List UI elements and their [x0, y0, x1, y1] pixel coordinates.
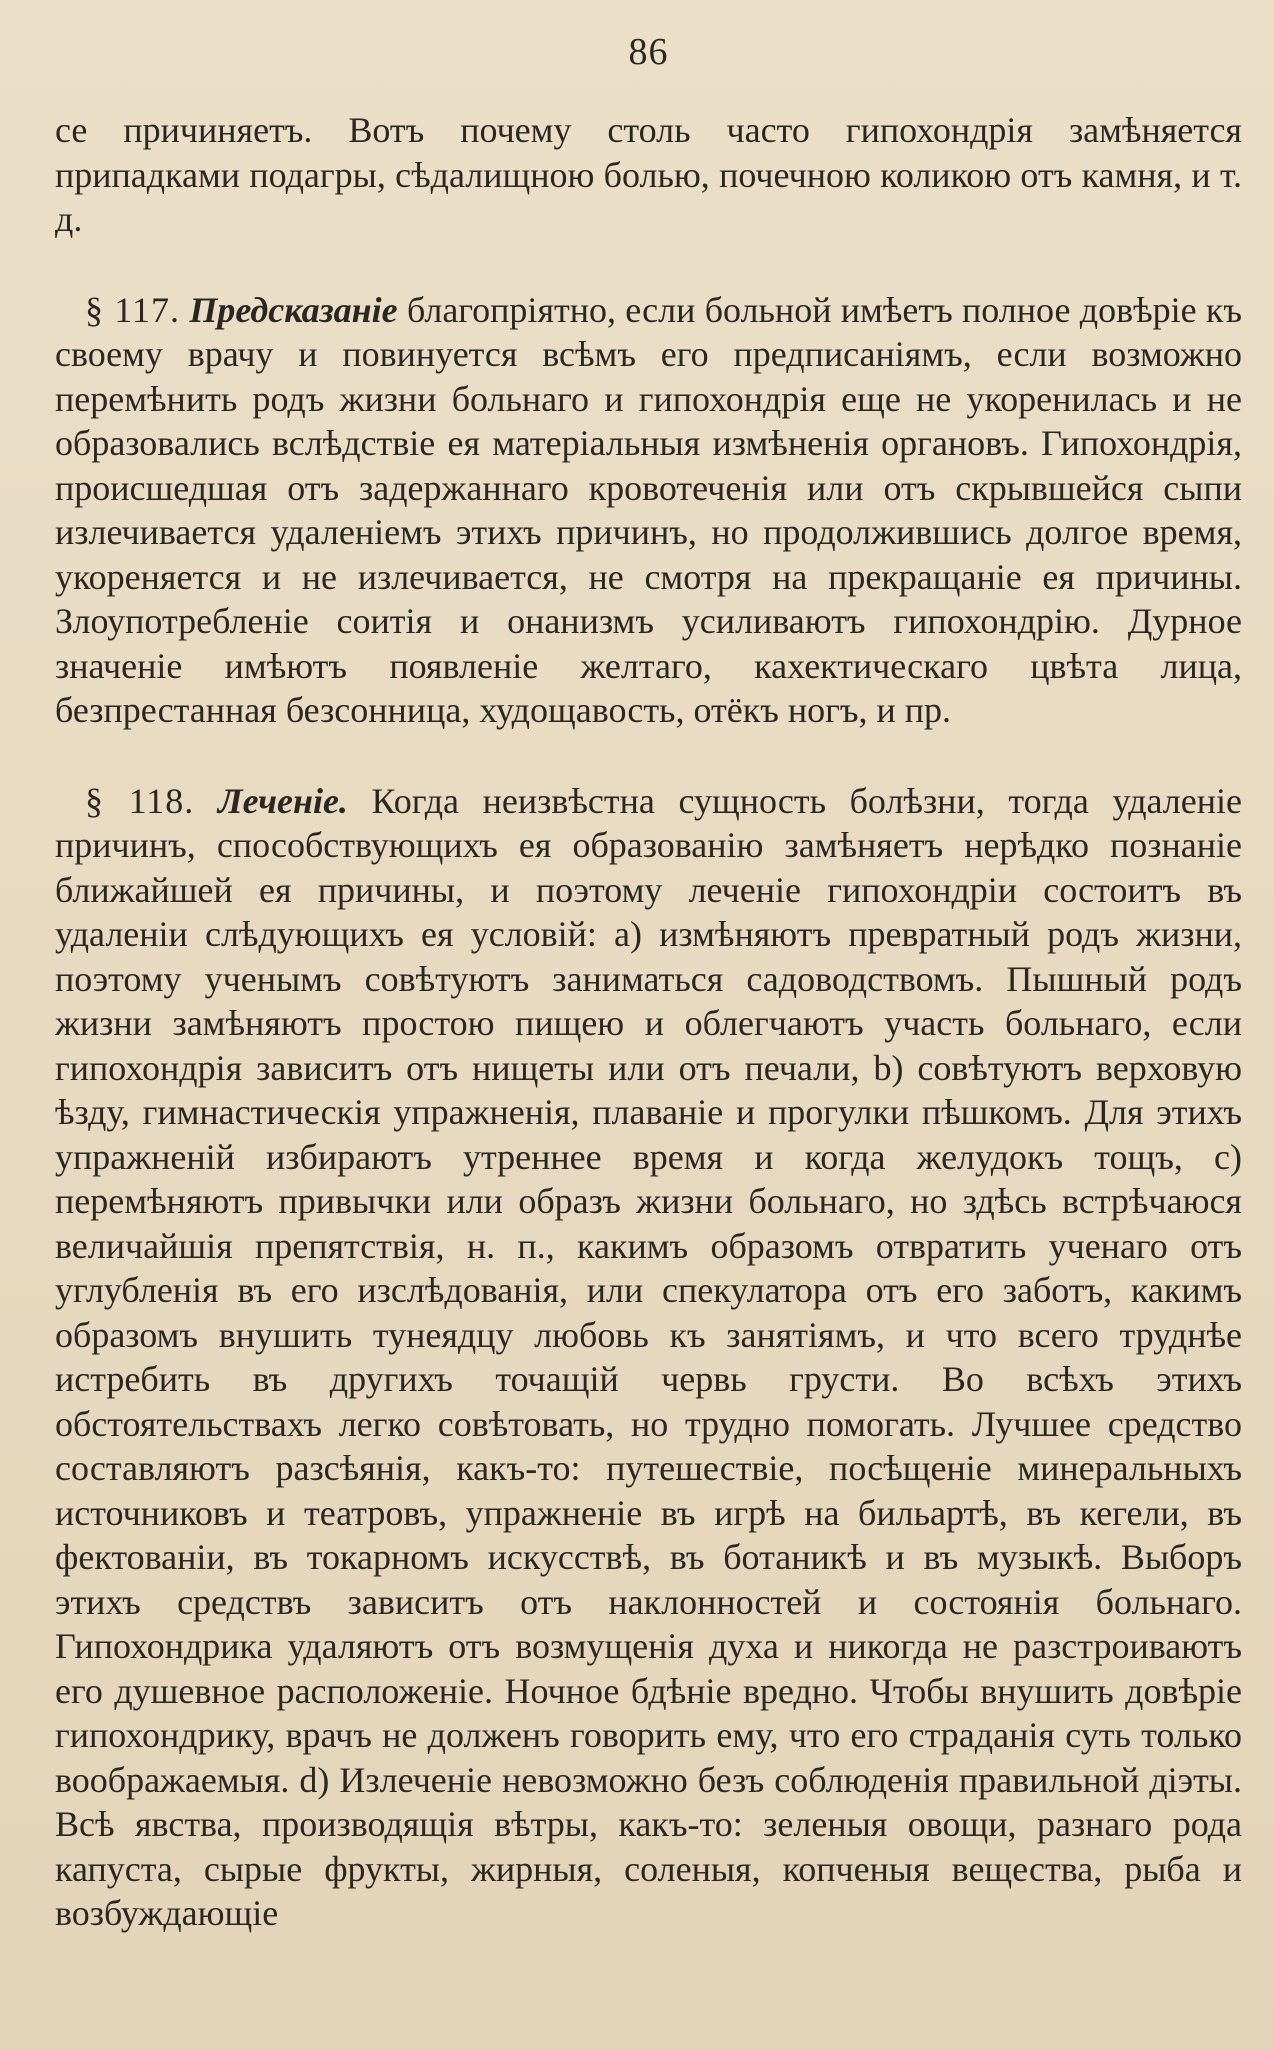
section-number: § 117.: [85, 289, 180, 330]
paragraph-text: се причиняетъ. Вотъ почему столь часто гипохондрія замѣняется припадками подагры, сѣдалищною болью, почечною коликою отъ камня, и т. д.: [55, 110, 1242, 239]
paragraph-text: благопріятно, если больной имѣетъ полное довѣріе къ своему врачу и повинуется всѣмъ его предписаніямъ, если возможно перемѣнить родъ жизни больнаго и гипохондрія еще не укоренилась и не образовались вслѣдствіе ея матеріальныя измѣненія органовъ. Гипохондрія, происшедшая отъ задержаннаго кровотеченія или отъ скрывшейся сыпи излечивается удаленіемъ этихъ причинъ, но продолжившись долгое время, укореняется и не излечивается, не смотря на прекращаніе ея причины. Злоупотребленіе соитія и онанизмъ усиливаютъ гипохондрію. Дурное значеніе имѣютъ появленіе желтаго, кахектическаго цвѣта лица, безпрестанная безсонница, худощавость, отёкъ ногъ, и пр.: [55, 289, 1243, 730]
section-heading: Предсказаніе: [189, 289, 398, 330]
section-heading: Леченіе.: [217, 780, 348, 821]
paragraph-section-118: [55, 779, 1242, 1936]
paragraph-continuation: [55, 108, 1242, 242]
paragraph-text: Когда неизвѣстна сущность болѣзни, тогда удаленіе причинъ, способствующихъ ея образованію замѣняетъ нерѣдко познаніе ближайшей ея причины, и поэтому леченіе гипохондріи состоитъ въ удаленіи слѣдующихъ ея условій: a) измѣняютъ превратный родъ жизни, поэтому ученымъ совѣтуютъ заниматься садоводствомъ. Пышный родъ жизни замѣняютъ простою пищею и облегчаютъ участь больнаго, если гипохондрія зависитъ отъ нищеты или отъ печали, b) совѣтуютъ верховую ѣзду, гимнастическія упражненія, плаваніе и прогулки пѣшкомъ. Для этихъ упражненій избираютъ утреннее время и когда желудокъ тощъ, c) перемѣняютъ привычки или образъ жизни больнаго, но здѣсь встрѣчаюся величайшія препятствія, н. п., какимъ образомъ отвратить ученаго отъ углубленія въ его изслѣдованія, или спекулатора отъ его заботъ, какимъ образомъ внушить тунеядцу любовь къ занятіямъ, и что всего труднѣе истребить въ другихъ точащій червь грусти. Во всѣхъ этихъ обстоятельствахъ легко совѣтовать, но трудно помогать. Лучшее средство составляютъ разсѣянія, какъ-то: путешествіе, посѣщеніе минеральныхъ источниковъ и театровъ, упражненіе въ игрѣ на бильартѣ, въ кегели, въ фектованіи, въ токарномъ искусствѣ, въ ботаникѣ и въ музыкѣ. Выборъ этихъ средствъ зависитъ отъ наклонностей и состоянія больнаго. Гипохондрика удаляютъ отъ возмущенія духа и никогда не разстроиваютъ его душевное расположеніе. Ночное бдѣніе вредно. Чтобы внушить довѣріе гипохондрику, врачъ не долженъ говорить ему, что его страданія суть только воображаемыя. d) Излеченіе невозможно безъ соблюденія правильной діэты. Всѣ явства, производящія вѣтры, какъ-то: зеленыя овощи, разнаго рода капуста, сырые фрукты, жирныя, соленыя, копченыя вещества, рыба и возбуждающіе: [55, 780, 1242, 1933]
page-number: 86: [628, 31, 669, 73]
paragraph-section-117: [55, 288, 1242, 733]
section-number: § 118.: [85, 780, 195, 821]
